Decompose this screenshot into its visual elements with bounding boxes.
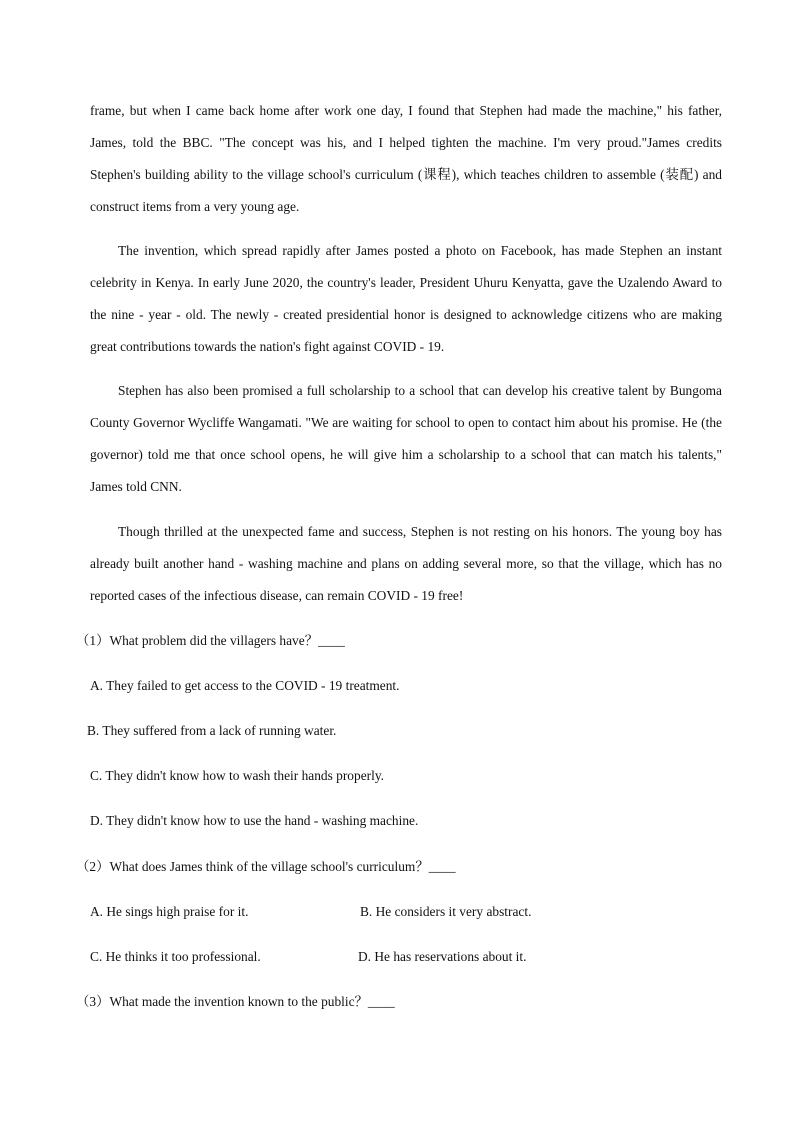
question-2-stem: （2）What does James think of the village school's curriculum？____: [76, 859, 456, 874]
question-2-option-b: B. He considers it very abstract.: [360, 904, 532, 919]
passage-paragraph-1: frame, but when I came back home after work one day, I found that Stephen had made the machine," his father, James, told the BBC. "The concept was his, and I helped tighten the machine. I'm very proud."James credits Stephen's building ability to the village school's curriculum (课程), which teaches children to assemble (装配) and construct items from a very young age.: [90, 103, 722, 214]
passage-paragraph-3: Stephen has also been promised a full scholarship to a school that can develop his creative talent by Bungoma County Governor Wycliffe Wangamati. "We are waiting for school to open to contact him about his promise. He (the governor) told me that once school opens, he will give him a scholarship to a school that can match his talents," James told CNN.: [90, 383, 722, 494]
question-1-option-b: B. They suffered from a lack of running water.: [87, 723, 337, 738]
question-2-option-a: A. He sings high praise for it.: [90, 904, 249, 919]
question-1-option-c: C. They didn't know how to wash their hands properly.: [90, 768, 384, 783]
question-1-option-d: D. They didn't know how to use the hand - washing machine.: [90, 813, 419, 828]
question-2-option-d: D. He has reservations about it.: [358, 949, 527, 964]
question-1-option-a: A. They failed to get access to the COVID - 19 treatment.: [90, 678, 400, 693]
passage-paragraph-2: The invention, which spread rapidly after James posted a photo on Facebook, has made Stephen an instant celebrity in Kenya. In early June 2020, the country's leader, President Uhuru Kenyatta, gave the Uzalendo Award to the nine - year - old. The newly - created presidential honor is designed to acknowledge citizens who are making great contributions towards the nation's fight against COVID - 19.: [90, 243, 722, 354]
question-3-stem: （3）What made the invention known to the public？____: [76, 994, 395, 1009]
question-1-stem: （1）What problem did the villagers have？____: [76, 633, 345, 648]
question-2-option-c: C. He thinks it too professional.: [90, 949, 261, 964]
passage-paragraph-4: Though thrilled at the unexpected fame and success, Stephen is not resting on his honors. The young boy has already built another hand - washing machine and plans on adding several more, so that the village, which has no reported cases of the infectious disease, can remain COVID - 19 free!: [90, 524, 722, 603]
